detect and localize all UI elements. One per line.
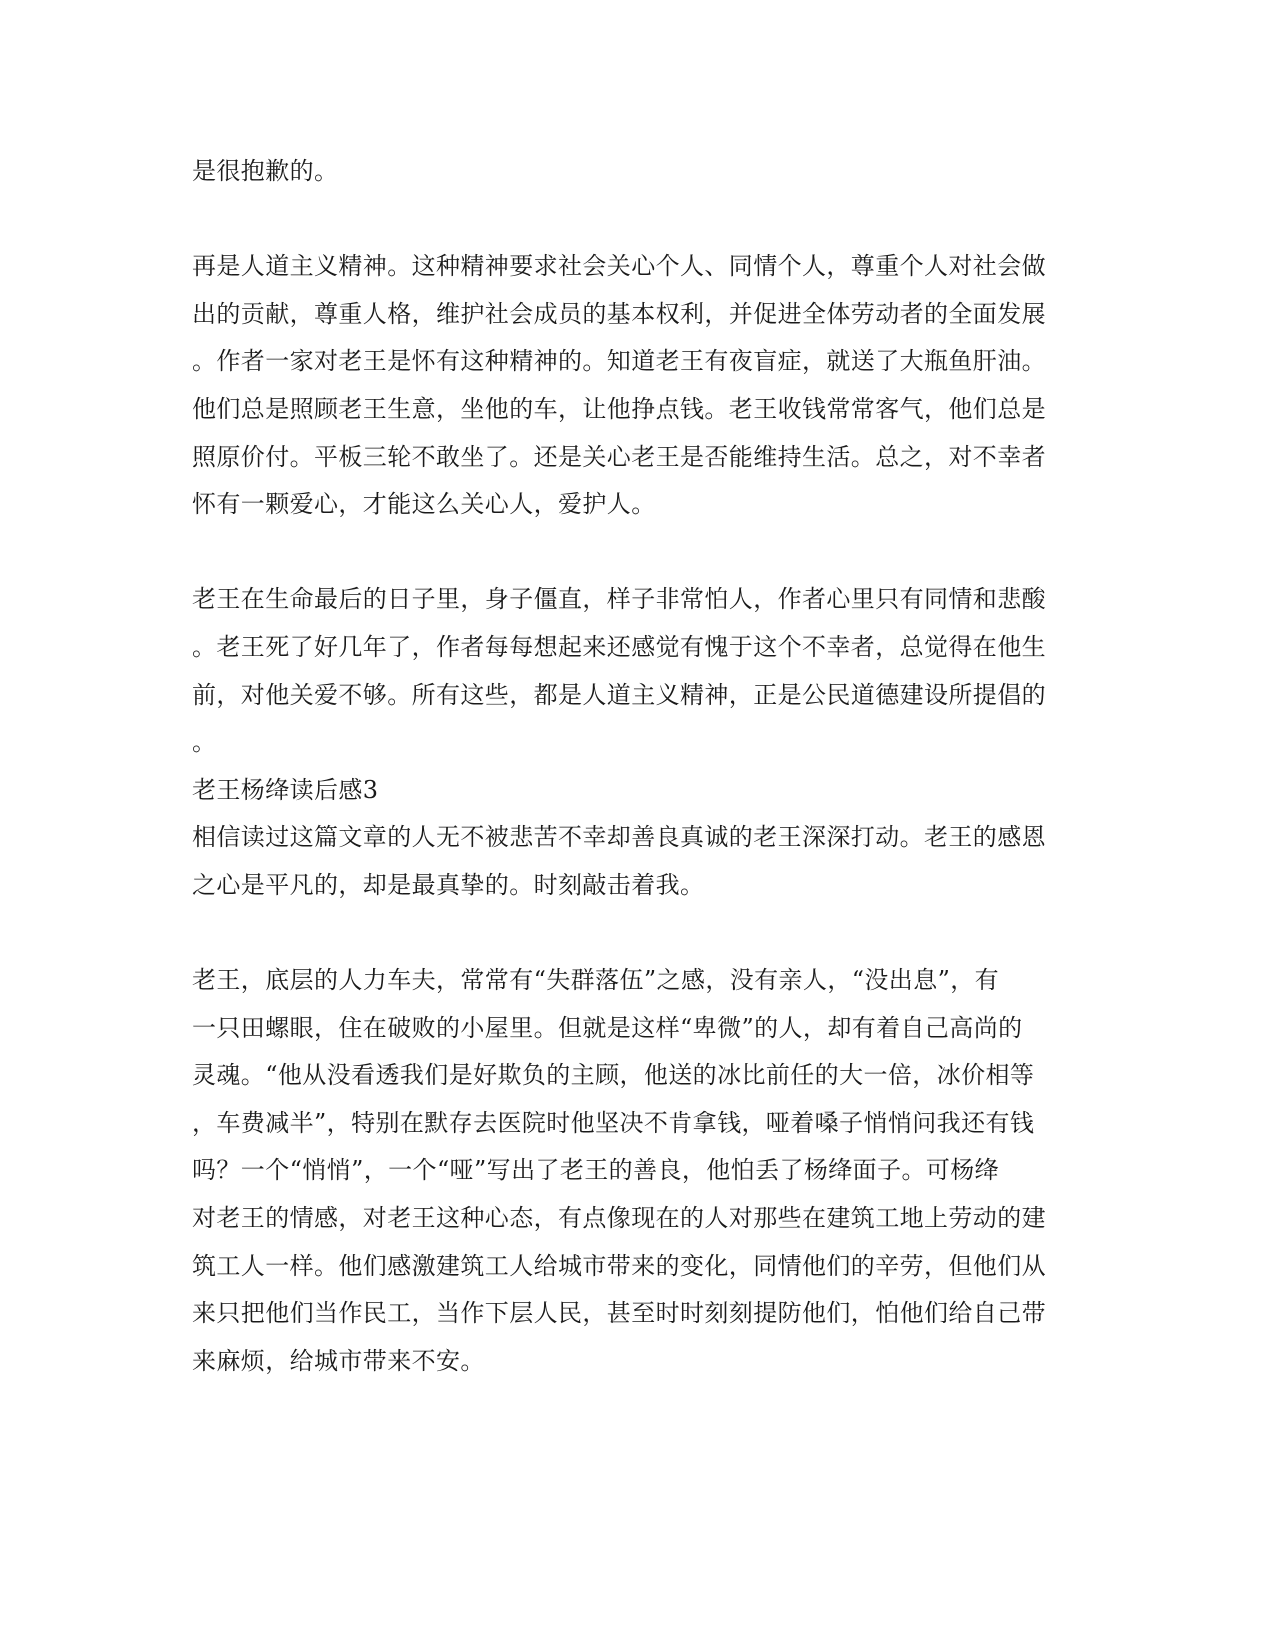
paragraph-gap xyxy=(192,196,1072,244)
text-line: 老王杨绛读后感3 xyxy=(192,775,379,804)
text-line: 。 xyxy=(192,728,217,757)
text-line: 再是人道主义精神。这种精神要求社会关心个人、同情个人，尊重个人对社会做 xyxy=(192,252,1046,281)
text-line: 怀有一颗爱心，才能这么关心人，爱护人。 xyxy=(192,490,656,519)
document-body xyxy=(192,148,1072,1385)
text-line: 之心是平凡的，却是最真挚的。时刻敲击着我。 xyxy=(192,870,705,899)
text-line: 。作者一家对老王是怀有这种精神的。知道老王有夜盲症，就送了大瓶鱼肝油。 xyxy=(192,347,1046,376)
paragraph-gap xyxy=(192,529,1072,577)
text-line: 照原价付。平板三轮不敢坐了。还是关心老王是否能维持生活。总之，对不幸者 xyxy=(192,442,1046,471)
text-line: 他们总是照顾老王生意，坐他的车，让他挣点钱。老王收钱常常客气，他们总是 xyxy=(192,394,1046,423)
text-line: 。老王死了好几年了，作者每每想起来还感觉有愧于这个不幸者，总觉得在他生 xyxy=(192,632,1046,661)
paragraph-gap xyxy=(192,910,1072,958)
text-line: 老王在生命最后的日子里，身子僵直，样子非常怕人，作者心里只有同情和悲酸 xyxy=(192,585,1046,614)
text-line: 对老王的情感，对老王这种心态，有点像现在的人对那些在建筑工地上劳动的建 xyxy=(192,1204,1046,1233)
text-line: 相信读过这篇文章的人无不被悲苦不幸却善良真诚的老王深深打动。老王的感恩 xyxy=(192,823,1046,852)
text-line: 老王，底层的人力车夫，常常有“失群落伍”之感，没有亲人，“没出息”，有 xyxy=(192,966,1000,995)
text-line: 来麻烦，给城市带来不安。 xyxy=(192,1346,485,1375)
text-line: 前，对他关爱不够。所有这些，都是人道主义精神，正是公民道德建设所提倡的 xyxy=(192,680,1046,709)
text-line: 是很抱歉的。 xyxy=(192,157,339,185)
text-line: 灵魂。“他从没看透我们是好欺负的主顾，他送的冰比前任的大一倍，冰价相等 xyxy=(192,1061,1035,1090)
text-line: 来只把他们当作民工，当作下层人民，甚至时时刻刻提防他们，怕他们给自己带 xyxy=(192,1299,1046,1328)
text-line: 吗？一个“悄悄”，一个“哑”写出了老王的善良，他怕丢了杨绛面子。可杨绛 xyxy=(192,1156,1000,1185)
text-line: 筑工人一样。他们感激建筑工人给城市带来的变化，同情他们的辛劳，但他们从 xyxy=(192,1251,1046,1280)
text-line: 出的贡献，尊重人格，维护社会成员的基本权利，并促进全体劳动者的全面发展 xyxy=(192,299,1046,328)
text-line: 一只田螺眼，住在破败的小屋里。但就是这样“卑微”的人，却有着自己高尚的 xyxy=(192,1013,1023,1042)
text-line: ，车费减半”，特别在默存去医院时他坚决不肯拿钱，哑着嗓子悄悄问我还有钱 xyxy=(192,1108,1035,1137)
